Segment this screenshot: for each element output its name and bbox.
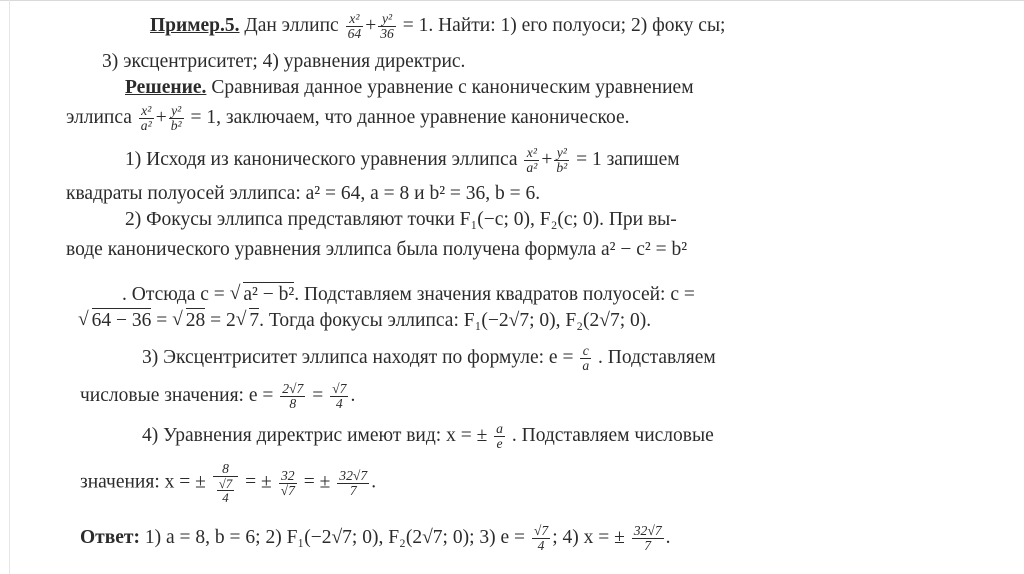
nested-inner-fraction: $\frac{√7}{4}$ [218, 475, 233, 506]
answer-text-a: 1) a = 8, b = 6; 2) F₁(−2√7; 0), F₂(2√7; 0); 3) e = [144, 526, 526, 548]
solution-line-1 [125, 78, 694, 98]
answer-fraction-e: $\frac{√7}{4}$ [533, 523, 549, 553]
solution-label: Решение. [125, 77, 207, 98]
step3-line-2: числовые значения: e = $\frac{2√7}{8}$ = $\frac{√7}{4}$ . [80, 381, 356, 411]
step3-line-1: 3) Эксцентриситет эллипса находят по формуле: e = $\frac{c}{a}$ . Подставляем [142, 343, 716, 373]
answer-fraction-x: $\frac{32√7}{7}$ [633, 523, 662, 553]
sqrt-64-36: √ 64 − 36 [78, 311, 151, 331]
fraction-32sqrt7-over-7: $\frac{32√7}{7}$ [339, 467, 368, 498]
sqrt-28: √ 28 [172, 311, 205, 331]
sqrt-7: √ 7 [236, 311, 259, 331]
fraction-c-over-a: $\frac{c}{a}$ [582, 343, 590, 373]
solution-text-1: Сравнивая данное уравнение с каноническим уравнением [211, 77, 694, 98]
step1-fraction-x: $\frac{\text{x²}}{\text{a²}}$ [526, 145, 538, 175]
step1-line-1: 1) Исходя из канонического уравнения эллипса $\frac{\text{x²}}{\text{a²}}$ + $\frac{\text{y²}}{\text{b²}}$ = 1 запишем [125, 145, 680, 175]
example-line-2: 3) эксцентриситет; 4) уравнения директрис. [102, 51, 466, 72]
answer-text-b: ; 4) x = ± [552, 526, 625, 548]
answer-line: Ответ: 1) a = 8, b = 6; 2) F₁(−2√7; 0), F₂(2√7; 0); 3) e = $\frac{√7}{4}$ ; 4) x = ± $\frac{32√7}{7}$ . [80, 523, 671, 553]
top-rule [0, 0, 1024, 1]
nested-fraction: $\frac{8}{\frac{√7}{4}}$ [213, 462, 239, 504]
fraction-a-over-e: $\frac{a}{e}$ [496, 421, 503, 451]
example-fraction-x: $\frac{\text{x²}}{64}$ [347, 11, 362, 41]
answer-label: Ответ: [80, 526, 141, 548]
step2-line-1: 2) Фокусы эллипса представляют точки F₁(−c; 0), F₂(c; 0). При вы- [125, 209, 677, 230]
solution-line-2: эллипса $\frac{\text{x²}}{\text{a²}}$ + $\frac{\text{y²}}{\text{b²}}$ = 1, заключаем, что данное уравнение каноническое. [66, 103, 630, 133]
step1-line-2: квадраты полуосей эллипса: a² = 64, a = 8 и b² = 36, b = 6. [66, 183, 541, 204]
step4-line-1: 4) Уравнения директрис имеют вид: x = ± $\frac{a}{e}$ . Подставляем числовые [142, 421, 714, 451]
step2-line-2: воде канонического уравнения эллипса была получена формула a² − c² = b² [66, 239, 688, 260]
example-statement-a: Дан эллипс [244, 14, 339, 36]
fraction-sqrt7-over-4: $\frac{√7}{4}$ [332, 381, 347, 411]
example-line-1: Пример.5. Дан эллипс $\frac{\text{x²}}{64}$ + $\frac{\text{y²}}{36}$ = 1. Найти: 1) его полуоси; 2) фоку сы; [150, 11, 726, 41]
sqrt-a2-b2: √ a² − b² [230, 285, 295, 305]
example-label: Пример.5. [150, 14, 240, 36]
step2-line-3: . Отсюда c = √ a² − b². Подставляем значения квадратов полуосей: c = [122, 285, 695, 305]
example-statement-b: = 1. Найти: 1) его полуоси; 2) фоку сы; [402, 14, 726, 36]
step2-line-4: √ 64 − 36 = √ 28 = 2√ 7. Тогда фокусы эллипса: F₁(−2√7; 0), F₂(2√7; 0). [78, 311, 651, 331]
fraction-2sqrt7-over-8: $\frac{2√7}{8}$ [282, 381, 304, 411]
example-fraction-y: $\frac{\text{y²}}{36}$ [380, 11, 394, 41]
canonical-fraction-x: $\frac{\text{x²}}{\text{a²}}$ [140, 103, 152, 133]
left-rule [9, 0, 10, 574]
step4-line-2: значения: x = ± $\frac{8}{\frac{√7}{4}}$ = ± $\frac{32}{√7}$ = ± $\frac{32√7}{7}$ . [80, 461, 377, 506]
step1-fraction-y: $\frac{\text{y²}}{\text{b²}}$ [556, 145, 568, 175]
canonical-fraction-y: $\frac{\text{y²}}{\text{b²}}$ [170, 103, 182, 133]
fraction-32-over-sqrt7: $\frac{32}{√7}$ [280, 467, 295, 498]
